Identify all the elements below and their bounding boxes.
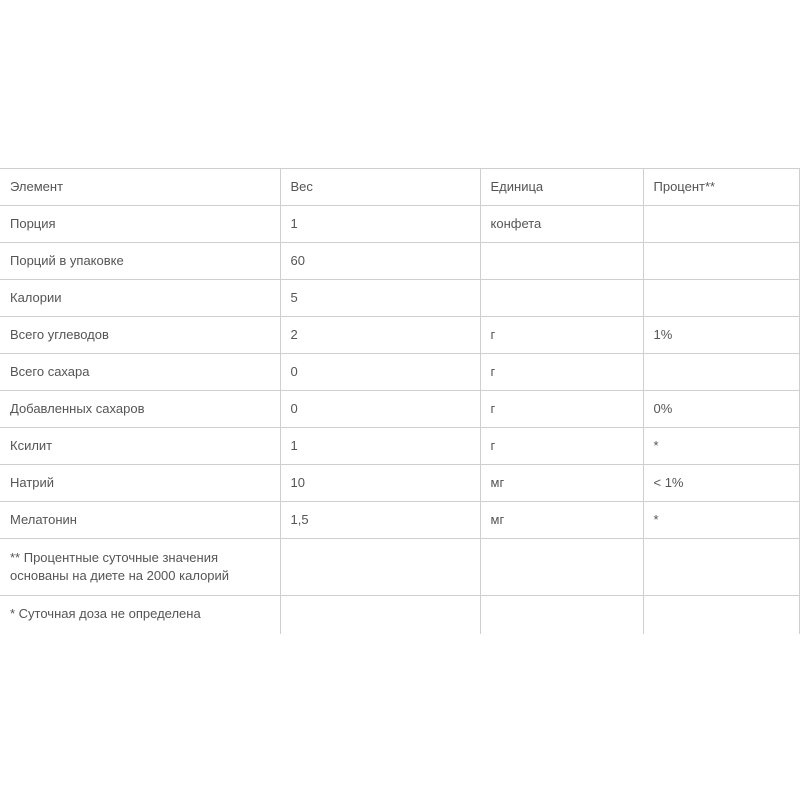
table-cell: Ксилит [0, 428, 280, 465]
table-cell: г [480, 354, 643, 391]
table-cell: мг [480, 465, 643, 502]
table-cell: 1% [643, 317, 799, 354]
table-cell: 60 [280, 243, 480, 280]
table-cell [643, 354, 799, 391]
table-cell: 0 [280, 354, 480, 391]
table-cell [280, 596, 480, 635]
table-cell [480, 243, 643, 280]
table-row [0, 502, 799, 539]
table-cell: 1,5 [280, 502, 480, 539]
table-cell: 1 [280, 206, 480, 243]
table-cell: Порция [0, 206, 280, 243]
table-cell [643, 280, 799, 317]
table-row [0, 280, 799, 317]
table-cell: Порций в упаковке [0, 243, 280, 280]
table-cell: Всего углеводов [0, 317, 280, 354]
table-row [0, 354, 799, 391]
table-row [0, 243, 799, 280]
table-cell [480, 596, 643, 635]
table-cell [643, 596, 799, 635]
table-cell [480, 539, 643, 596]
table-cell [280, 539, 480, 596]
header-cell-percent: Процент** [643, 169, 799, 206]
table-cell: 2 [280, 317, 480, 354]
table-cell: Мелатонин [0, 502, 280, 539]
table-cell [643, 206, 799, 243]
footnote-not-established-text: * Суточная доза не определена [0, 596, 280, 635]
table-cell: 0% [643, 391, 799, 428]
header-cell-element: Элемент [0, 169, 280, 206]
table-cell: * [643, 428, 799, 465]
table-cell: Натрий [0, 465, 280, 502]
table-cell: г [480, 317, 643, 354]
table-cell: г [480, 391, 643, 428]
table-cell: 0 [280, 391, 480, 428]
table-cell: 5 [280, 280, 480, 317]
nutrition-facts-table [0, 168, 800, 634]
table-cell: * [643, 502, 799, 539]
table-cell [643, 243, 799, 280]
table-header-row [0, 169, 799, 206]
table-cell [643, 539, 799, 596]
footnote-row-daily-values [0, 539, 799, 596]
table-row [0, 465, 799, 502]
table-row [0, 428, 799, 465]
header-cell-unit: Единица [480, 169, 643, 206]
header-cell-weight: Вес [280, 169, 480, 206]
table-cell: конфета [480, 206, 643, 243]
table-row [0, 206, 799, 243]
table-cell: 10 [280, 465, 480, 502]
table-row [0, 391, 799, 428]
table-row [0, 317, 799, 354]
nutrition-table-container [0, 168, 800, 634]
table-cell: < 1% [643, 465, 799, 502]
table-cell: Добавленных сахаров [0, 391, 280, 428]
table-cell: 1 [280, 428, 480, 465]
table-cell [480, 280, 643, 317]
table-cell: мг [480, 502, 643, 539]
footnote-daily-values-text: ** Процентные суточные значения основаны на диете на 2000 калорий [0, 539, 280, 596]
table-cell: Калории [0, 280, 280, 317]
table-cell: Всего сахара [0, 354, 280, 391]
footnote-row-not-established [0, 596, 799, 635]
table-cell: г [480, 428, 643, 465]
